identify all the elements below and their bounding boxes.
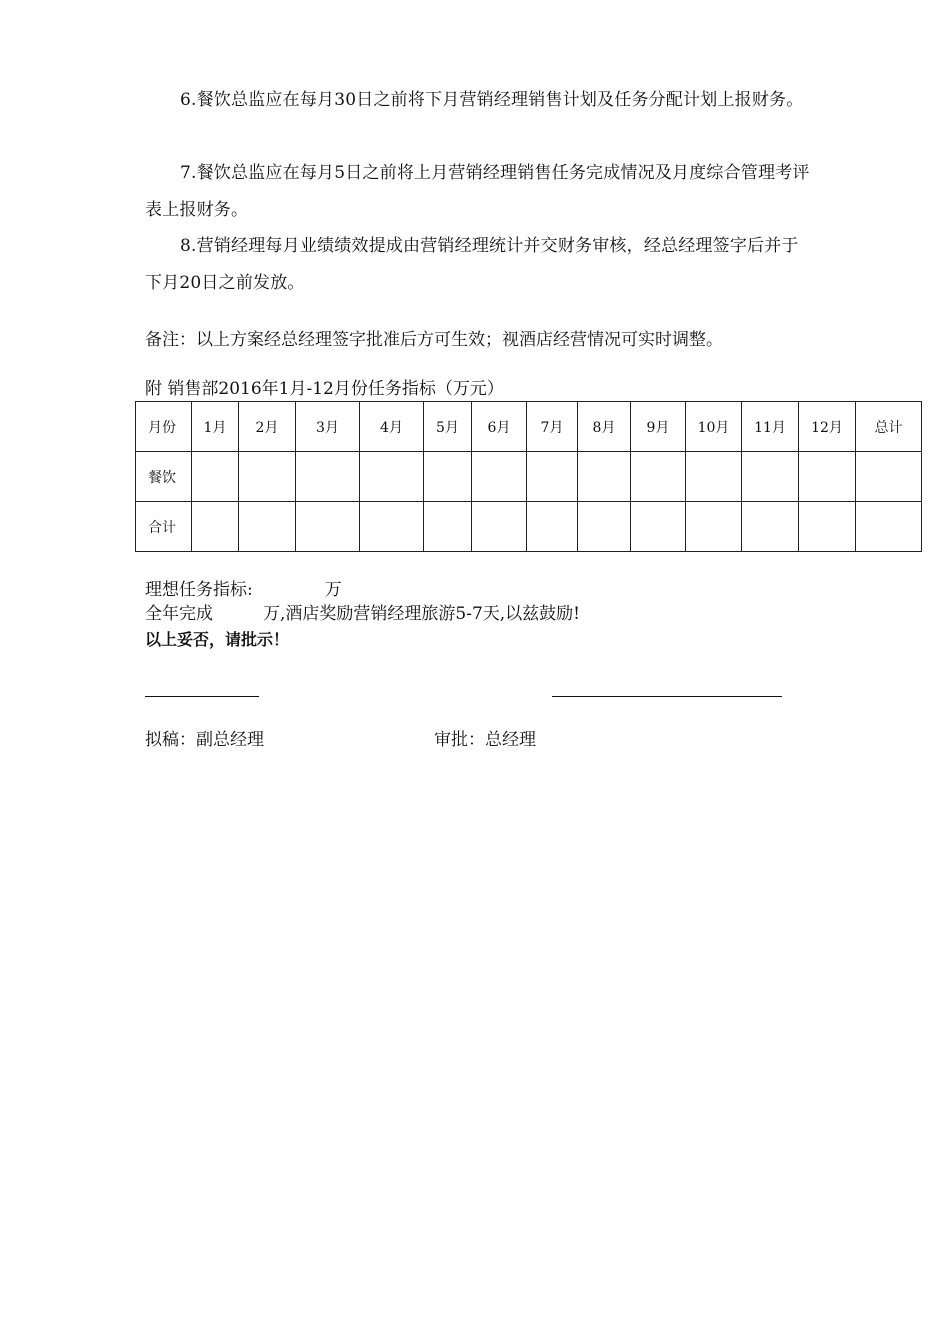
approver-signature-line <box>552 696 782 697</box>
paragraph-item-8: 8.营销经理每月业绩绩效提成由营销经理统计并交财务审核，经总经理签字后并于下月20日之前发放。 <box>145 236 799 293</box>
table-header-cell: 7月 <box>527 402 578 452</box>
table-header-cell: 3月 <box>296 402 360 452</box>
table-cell <box>799 452 856 502</box>
table-cell <box>527 502 578 552</box>
paragraph-item-7: 7.餐饮总监应在每月5日之前将上月营销经理销售任务完成情况及月度综合管理考评表上报财务。 <box>145 163 810 220</box>
approval-request: 以上妥否，请批示！ <box>145 630 290 649</box>
ideal-target-unit: 万 <box>324 580 342 600</box>
table-cell <box>239 452 296 502</box>
table-header-cell: 月份 <box>136 402 192 452</box>
ideal-target-label: 理想任务指标: <box>145 580 253 600</box>
table-cell <box>472 502 527 552</box>
table-row-label: 餐饮 <box>136 452 192 502</box>
approver-label: 审批：总经理 <box>434 730 536 750</box>
annual-reward-suffix: 万,酒店奖励营销经理旅游5-7天,以兹鼓励! <box>263 604 581 624</box>
ideal-target-line <box>145 579 342 601</box>
table-cell <box>296 502 360 552</box>
table-row-label: 合计 <box>136 502 192 552</box>
remark-note: 备注：以上方案经总经理签字批准后方可生效；视酒店经营情况可实时调整。 <box>145 330 723 350</box>
table-row <box>136 452 922 502</box>
table-cell <box>578 452 631 502</box>
table-row <box>136 502 922 552</box>
table-cell <box>631 502 686 552</box>
drafter-label: 拟稿：副总经理 <box>145 730 264 750</box>
table-cell <box>472 452 527 502</box>
table-cell <box>239 502 296 552</box>
table-cell <box>686 502 742 552</box>
table-cell <box>360 452 424 502</box>
table-header-cell: 6月 <box>472 402 527 452</box>
table-header-cell: 1月 <box>192 402 239 452</box>
table-cell <box>631 452 686 502</box>
table-cell <box>527 452 578 502</box>
table-header-cell: 11月 <box>742 402 799 452</box>
table-header-cell: 9月 <box>631 402 686 452</box>
drafter-signature-line <box>145 696 259 697</box>
table-header-cell: 10月 <box>686 402 742 452</box>
sales-target-table <box>135 401 922 552</box>
table-cell <box>424 502 472 552</box>
paragraph-item-6: 6.餐饮总监应在每月30日之前将下月营销经理销售计划及任务分配计划上报财务。 <box>180 90 804 110</box>
table-caption: 附 销售部2016年1月-12月份任务指标（万元） <box>145 379 504 399</box>
table-cell <box>686 452 742 502</box>
table-header-row <box>136 402 922 452</box>
table-cell <box>856 502 922 552</box>
table-header-cell: 5月 <box>424 402 472 452</box>
table-cell <box>192 452 239 502</box>
annual-reward-line <box>145 603 580 625</box>
table-cell <box>578 502 631 552</box>
table-cell <box>424 452 472 502</box>
annual-reward-prefix: 全年完成 <box>145 604 213 624</box>
table-header-cell: 8月 <box>578 402 631 452</box>
table-header-cell: 2月 <box>239 402 296 452</box>
table-cell <box>799 502 856 552</box>
table-cell <box>296 452 360 502</box>
table-cell <box>192 502 239 552</box>
table-cell <box>856 452 922 502</box>
table-cell <box>742 452 799 502</box>
table-header-cell: 总计 <box>856 402 922 452</box>
table-header-cell: 4月 <box>360 402 424 452</box>
table-cell <box>742 502 799 552</box>
table-cell <box>360 502 424 552</box>
table-header-cell: 12月 <box>799 402 856 452</box>
